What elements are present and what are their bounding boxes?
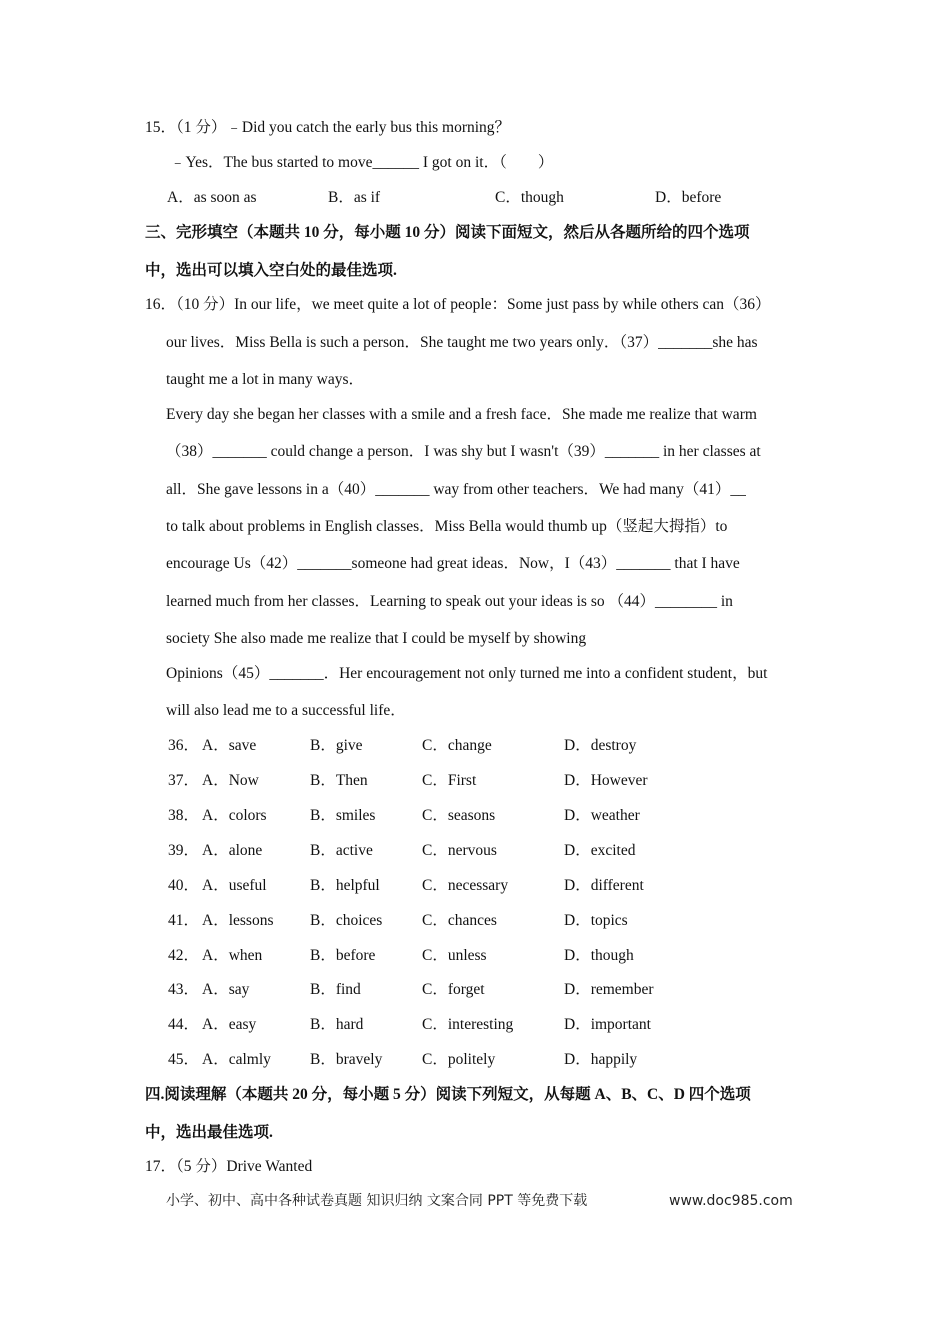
option-row [0,1050,950,1070]
q15-stem: 15．（1 分）﹣Did you catch the early bus this morning？ [145,119,511,136]
q16-passage-line: will also lead me to a successful life． [166,702,406,719]
option-b: B．Then [310,772,368,789]
q16-passage-line: 16．（10 分）In our life，we meet quite a lot of people：Some just pass by while others can（36） [145,296,771,313]
option-a: A．colors [202,807,267,824]
option-b: B．hard [310,1016,364,1033]
option-number: 41． [168,912,200,929]
option-d: D．different [564,877,644,894]
section4-heading-line2: 中，选出最佳选项. [145,1124,273,1141]
option-c: C．unless [422,947,487,964]
option-a: A．easy [202,1016,257,1033]
option-a: A．lessons [202,912,274,929]
option-b: B．bravely [310,1051,383,1068]
option-row [0,806,950,826]
option-number: 45． [168,1051,200,1068]
option-row [0,736,950,756]
q16-passage-line: Opinions（45）_______．Her encouragement not only turned me into a confident student，but [166,665,768,682]
option-row [0,1015,950,1035]
option-row [0,771,950,791]
option-c: C．nervous [422,842,497,859]
option-a: A．alone [202,842,263,859]
option-c: C．interesting [422,1016,514,1033]
option-c: C．First [422,772,477,789]
option-number: 43． [168,981,200,998]
option-b: B．choices [310,912,383,929]
option-row [0,841,950,861]
option-b: B．give [310,737,363,754]
q16-passage-line: encourage Us（42）_______someone had great ideas．Now，I（43）_______ that I have [166,555,740,572]
option-row [0,946,950,966]
q16-passage-line: to talk about problems in English classes．Miss Bella would thumb up（竖起大拇指）to [166,518,728,535]
q16-passage-line: Every day she began her classes with a smile and a fresh face．She made me realize that warm [166,406,757,423]
q17-stem: 17．（5 分）Drive Wanted [145,1158,313,1175]
option-a: A．useful [202,877,267,894]
q15-answer-line: ﹣Yes．The bus started to move______ I got on it．（ ） [170,154,554,171]
option-d: D．topics [564,912,628,929]
option-c: C．forget [422,981,485,998]
option-a: A．save [202,737,257,754]
q16-passage-line: all．She gave lessons in a（40）_______ way from other teachers．We had many（41）__ [166,481,746,498]
footer-text: 小学、初中、高中各种试卷真题 知识归纳 文案合同 PPT 等免费下载 [166,1193,588,1209]
option-c: C．seasons [422,807,496,824]
option-a: A．calmly [202,1051,271,1068]
option-d: D．remember [564,981,654,998]
option-number: 37． [168,772,200,789]
option-number: 39． [168,842,200,859]
q15-option-b: B．as if [328,189,381,206]
option-c: C．politely [422,1051,496,1068]
option-d: D．destroy [564,737,637,754]
q16-passage-line: our lives．Miss Bella is such a person．She taught me two years only．（37）_______she has [166,334,758,351]
option-number: 42． [168,947,200,964]
q16-passage-line: learned much from her classes．Learning to speak out your ideas is so （44）________ in [166,593,733,610]
option-row [0,980,950,1000]
q16-passage-line: society She also made me realize that I could be myself by showing [166,630,587,647]
option-d: D．important [564,1016,651,1033]
q16-passage-line: taught me a lot in many ways． [166,371,365,388]
option-number: 36． [168,737,200,754]
option-c: C．chances [422,912,497,929]
option-c: C．change [422,737,492,754]
option-b: B．helpful [310,877,380,894]
q15-option-c: C．though [495,189,564,206]
option-a: A．Now [202,772,259,789]
q15-option-a: A．as soon as [167,189,257,206]
option-d: D．though [564,947,634,964]
option-row [0,876,950,896]
option-b: B．find [310,981,361,998]
option-number: 38． [168,807,200,824]
q16-passage-line: （38）_______ could change a person．I was shy but I wasn't（39）_______ in her classes at [166,443,761,460]
section4-heading-line1: 四.阅读理解（本题共 20 分，每小题 5 分）阅读下列短文，从每题 A、B、C、D 四个选项 [145,1086,751,1103]
option-b: B．before [310,947,376,964]
option-c: C．necessary [422,877,509,894]
q15-options [0,188,950,208]
option-number: 40． [168,877,200,894]
option-d: D．happily [564,1051,638,1068]
footer-site-link[interactable]: www.doc985.com [669,1193,793,1209]
option-d: D．excited [564,842,636,859]
option-a: A．when [202,947,263,964]
option-d: D．weather [564,807,640,824]
option-a: A．say [202,981,250,998]
option-b: B．active [310,842,373,859]
q15-option-d: D．before [655,189,722,206]
option-b: B．smiles [310,807,376,824]
option-number: 44． [168,1016,200,1033]
option-row [0,911,950,931]
option-d: D．However [564,772,648,789]
section3-heading-line1: 三、完形填空（本题共 10 分，每小题 10 分）阅读下面短文，然后从各题所给的四个选项 [145,224,750,241]
section3-heading-line2: 中，选出可以填入空白处的最佳选项. [145,262,397,279]
